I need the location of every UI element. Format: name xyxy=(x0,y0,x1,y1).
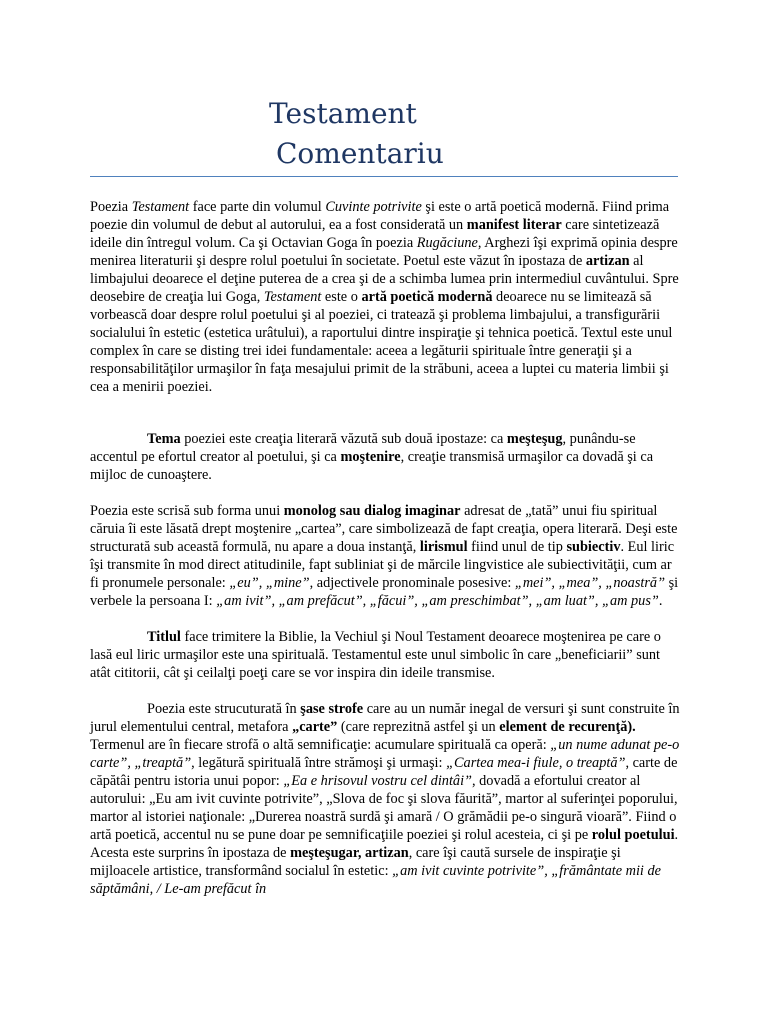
paragraph-intro: Poezia Testament face parte din volumul Cuvinte potrivite şi este o artă poetică modernă. Fiind prima poezie din volumul de debut al autorului, ea a fost considerată un manifest literar care sintetizează ideile din întregul volum. Ca şi Octavian Goga în poezia Rugăciune, Arghezi îşi exprimă opinia despre menirea literaturii şi despre rolul poetului în societate. Poetul este văzut în ipostaza de artizan al limbajului deoarece el deţine puterea de a crea şi de a schimba lumea prin intermediul cuvântului. Spre deosebire de creaţia lui Goga, Testament este o artă poetică modernă deoarece nu se limitează să vorbească doar despre rolul poetului şi al poeziei, ci tratează şi problema limbajului, a transfigurării socialului în estetic (estetica urâtului), a raportului dintre inspiraţie şi tehnica poetică. Textul este unul complex în care se disting trei idei fundamentale: aceea a legăturii spirituale între generaţii şi a responsabilităţilor urmaşilor în faţa mesajului primit de la străbuni, aceea a luptei cu materia limbii şi cea a menirii poeziei. xyxy=(90,199,679,395)
italic-text: „am ivit cuvinte potrivite”, „frământate mii de săptămâni, / Le-am prefăcut în xyxy=(90,863,661,897)
italic-text: „eu”, „mine” xyxy=(229,575,310,591)
bold-text: Titlul xyxy=(147,629,181,645)
bold-text: subiectiv xyxy=(566,539,621,555)
bold-text: rolul poetului xyxy=(591,827,675,843)
italic-text: Cuvinte potrivite xyxy=(325,199,422,215)
page-title: Testament xyxy=(269,97,417,130)
bold-text: şase strofe xyxy=(300,701,364,717)
italic-text: Testament xyxy=(263,289,322,305)
bold-text: artă poetică modernă xyxy=(361,289,493,305)
page-subtitle: Comentariu xyxy=(276,137,444,170)
bold-text: monolog sau dialog imaginar xyxy=(283,503,461,519)
bold-text: Tema xyxy=(147,431,181,447)
paragraph-structura: Poezia este strucuturată în şase strofe care au un număr inegal de versuri şi sunt construite în jurul elementului central, metafora „carte” (care reprezitnă astfel şi un element de recurenţă). Termenul are în fiecare strofă o altă semnificaţie: acumulare spirituală ca operă: „un nume adunat pe-o carte”, „treaptă”, legătură spirituală între strămoşi şi urmaşi: „Cartea mea-i fiule, o treaptă”, carte de căpătâi pentru istoria unui popor: „Ea e hrisovul vostru cel dintâi”, dovadă a efortului creator al autorului: „Eu am ivit cuvinte potrivite”, „Slova de foc şi slova făurită”, martor al suferinţei poporului, martor al istoriei naţionale: „Durerea noastră surdă şi amară / O grămădii pe-o singură vioară”. Fiind o artă poetică, accentul nu se pune doar pe semnificaţiile poeziei şi rolul acesteia, ci şi pe rolul poetului. Acesta este surprins în ipostaza de meşteşugar, artizan, care îşi caută sursele de inspiraţie şi mijloacele artistice, transformând socialul în estetic: „am ivit cuvinte potrivite”, „frământate mii de săptămâni, / Le-am prefăcut în xyxy=(90,701,680,897)
paragraph-tema: Tema poeziei este creaţia literară văzută sub două ipostaze: ca meşteşug, punându-se accentul pe efortul creator al poetului, şi ca moştenire, creaţie transmisă urmaşilor ca dovadă şi ca mijloc de cunoaştere. xyxy=(90,431,654,483)
bold-text: meşteşug xyxy=(506,431,563,447)
title-divider xyxy=(90,176,678,177)
bold-text: element de recurenţă). xyxy=(499,719,636,735)
bold-text: moştenire xyxy=(340,449,401,465)
italic-text: „un nume adunat pe-o carte”, „treaptă” xyxy=(90,737,680,771)
paragraph-titlul: Titlul face trimitere la Biblie, la Vechiul şi Noul Testament deoarece moştenirea pe care o lasă eul liric urmaşilor este una spirituală. Testamentul este unul simbolic în care „beneficiarii” sunt atât cititorii, cât şi ceilalţi poeţi care se vor inspira din ideile transmise. xyxy=(90,629,661,681)
italic-text: „am ivit”, „am prefăcut”, „făcui”, „am preschimbat”, „am luat”, „am pus” xyxy=(216,593,659,609)
bold-text: lirismul xyxy=(419,539,468,555)
italic-text: Testament xyxy=(131,199,190,215)
italic-text: „mei”, „mea”, „noastră” xyxy=(514,575,666,591)
italic-text: „Cartea mea-i fiule, o treaptă” xyxy=(446,755,626,771)
bold-text: artizan xyxy=(585,253,630,269)
bold-text: „carte” xyxy=(292,719,338,735)
paragraph-monolog: Poezia este scrisă sub forma unui monolog sau dialog imaginar adresat de „tată” unui fiu spiritual căruia îi este lăsată drept moştenire „cartea”, care simbolizează de fapt creaţia, opera literară. Deşi este structurată sub această formulă, nu apare a doua instanţă, lirismul fiind unul de tip subiectiv. Eul liric îşi transmite în mod direct atitudinile, fapt subliniat şi de mărcile lingvistice ale subiectivităţii, cum ar fi pronumele personale: „eu”, „mine”, adjectivele pronominale posesive: „mei”, „mea”, „noastră” şi verbele la persoana I: „am ivit”, „am prefăcut”, „făcui”, „am preschimbat”, „am luat”, „am pus”. xyxy=(90,503,679,609)
italic-text: Rugăciune xyxy=(416,235,478,251)
document-body xyxy=(90,198,680,898)
italic-text: „Ea e hrisovul vostru cel dintâi” xyxy=(283,773,472,789)
bold-text: manifest literar xyxy=(466,217,562,233)
bold-text: meşteşugar, artizan xyxy=(290,845,409,861)
